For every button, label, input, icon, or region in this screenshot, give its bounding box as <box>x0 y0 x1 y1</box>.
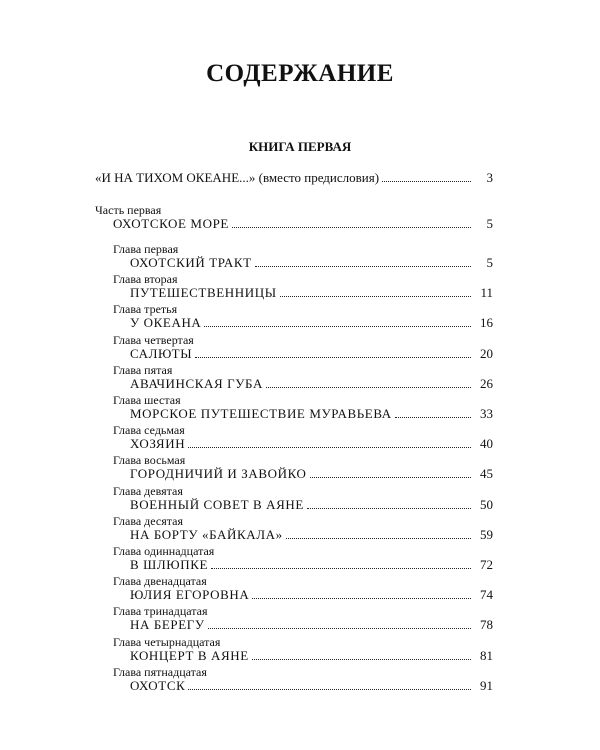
chapter-label: Глава пятая <box>113 363 173 377</box>
dot-leader <box>252 598 471 599</box>
chapter-entry[interactable] <box>130 285 493 301</box>
chapter-page: 45 <box>480 466 493 481</box>
chapter-page: 11 <box>480 285 493 300</box>
dot-leader <box>188 447 471 448</box>
chapter-label: Глава шестая <box>113 393 181 407</box>
chapter-title: ГОРОДНИЧИЙ И ЗАВОЙКО <box>130 466 307 481</box>
chapter-title: НА БОРТУ «БАЙКАЛА» <box>130 527 283 542</box>
chapter-label: Глава вторая <box>113 272 178 286</box>
chapter-page: 72 <box>480 557 493 572</box>
chapter-title: ОХОТСКИЙ ТРАКТ <box>130 255 252 270</box>
chapter-page: 33 <box>480 406 493 421</box>
chapter-entry[interactable] <box>130 587 493 603</box>
chapter-title: У ОКЕАНА <box>130 315 202 330</box>
chapter-page: 59 <box>480 527 493 542</box>
chapter-label: Глава двенадцатая <box>113 574 207 588</box>
part-label: Часть первая <box>95 203 162 217</box>
chapter-title: ХОЗЯИН <box>130 436 186 451</box>
dot-leader <box>280 296 471 297</box>
chapter-label: Глава седьмая <box>113 423 185 437</box>
chapter-title: НА БЕРЕГУ <box>130 617 205 632</box>
chapter-label: Глава четвертая <box>113 333 194 347</box>
chapter-label: Глава первая <box>113 242 179 256</box>
dot-leader <box>382 181 471 182</box>
dot-leader <box>252 659 471 660</box>
chapter-page: 74 <box>480 587 493 602</box>
dot-leader <box>204 326 471 327</box>
dot-leader <box>211 568 471 569</box>
chapter-page: 81 <box>480 648 493 663</box>
chapter-label: Глава четырнадцатая <box>113 635 221 649</box>
chapter-entry[interactable] <box>130 466 493 482</box>
dot-leader <box>208 628 471 629</box>
chapter-title: В ШЛЮПКЕ <box>130 557 209 572</box>
chapter-entry[interactable] <box>130 376 493 392</box>
dot-leader <box>188 689 471 690</box>
chapter-page: 50 <box>480 497 493 512</box>
chapter-entry[interactable] <box>130 346 493 362</box>
chapter-page: 91 <box>480 678 493 693</box>
chapter-entry[interactable] <box>130 315 493 331</box>
preface-entry[interactable] <box>95 170 493 186</box>
chapter-page: 20 <box>480 346 493 361</box>
chapter-label: Глава тринадцатая <box>113 604 208 618</box>
chapter-label: Глава десятая <box>113 514 183 528</box>
part-page: 5 <box>486 216 493 231</box>
chapter-title: ВОЕННЫЙ СОВЕТ В АЯНЕ <box>130 497 304 512</box>
chapter-page: 16 <box>480 315 493 330</box>
preface-title: «И НА ТИХОМ ОКЕАНЕ...» (вместо предисловия) <box>95 170 380 185</box>
dot-leader <box>266 387 471 388</box>
chapter-title: МОРСКОЕ ПУТЕШЕСТВИЕ МУРАВЬЕВА <box>130 406 392 421</box>
book-title: КНИГА ПЕРВАЯ <box>248 139 352 154</box>
chapter-title: АВАЧИНСКАЯ ГУБА <box>130 376 263 391</box>
chapter-entry[interactable] <box>130 527 493 543</box>
chapter-entry[interactable] <box>130 436 493 452</box>
chapter-title: ОХОТСК <box>130 678 186 693</box>
chapter-entry[interactable] <box>130 617 493 633</box>
chapter-label: Глава одиннадцатая <box>113 544 215 558</box>
chapter-title: КОНЦЕРТ В АЯНЕ <box>130 648 249 663</box>
chapter-entry[interactable] <box>130 497 493 513</box>
chapter-title: ПУТЕШЕСТВЕННИЦЫ <box>130 285 277 300</box>
dot-leader <box>310 477 471 478</box>
chapter-page: 5 <box>486 255 493 270</box>
part-title: ОХОТСКОЕ МОРЕ <box>113 216 229 231</box>
dot-leader <box>255 266 471 267</box>
preface-page: 3 <box>486 170 493 185</box>
chapter-entry[interactable] <box>130 648 493 664</box>
chapter-title: САЛЮТЫ <box>130 346 193 361</box>
dot-leader <box>395 417 471 418</box>
chapter-entry[interactable] <box>130 406 493 422</box>
chapter-page: 26 <box>480 376 493 391</box>
chapter-page: 78 <box>480 617 493 632</box>
chapter-label: Глава восьмая <box>113 453 186 467</box>
page-title: СОДЕРЖАНИЕ <box>206 60 394 87</box>
dot-leader <box>286 538 471 539</box>
chapter-label: Глава девятая <box>113 484 183 498</box>
chapter-entry[interactable] <box>130 678 493 694</box>
chapter-label: Глава пятнадцатая <box>113 665 207 679</box>
part-entry[interactable] <box>113 216 493 232</box>
dot-leader <box>307 508 471 509</box>
dot-leader <box>232 227 471 228</box>
chapter-entry[interactable] <box>130 255 493 271</box>
chapter-page: 40 <box>480 436 493 451</box>
chapter-entry[interactable] <box>130 557 493 573</box>
dot-leader <box>195 357 471 358</box>
chapter-title: ЮЛИЯ ЕГОРОВНА <box>130 587 250 602</box>
chapter-label: Глава третья <box>113 302 178 316</box>
